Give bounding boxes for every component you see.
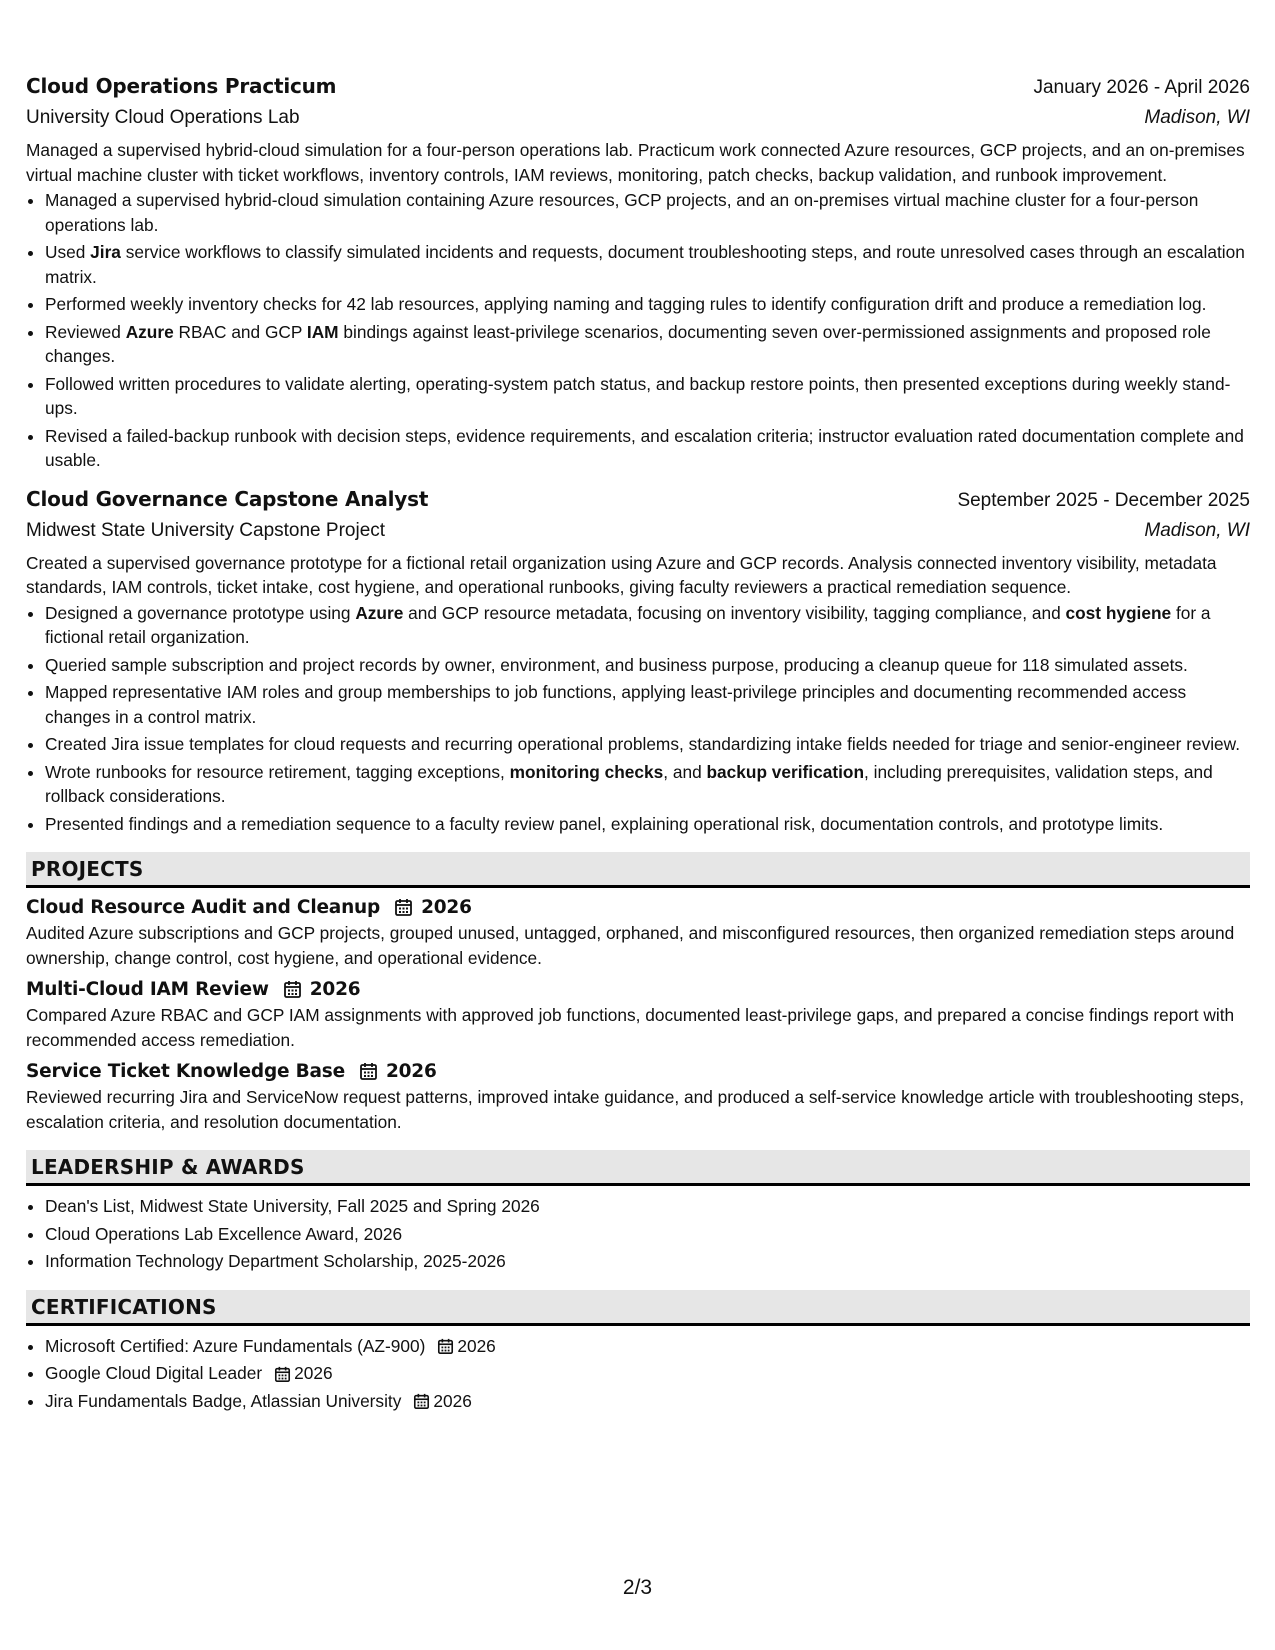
job-title: Cloud Operations Practicum [26, 74, 337, 98]
bullet-item: • Managed a supervised hybrid-cloud simulation containing Azure resources, GCP projects, and an on-premises virtual machine cluster for a four-person operations lab. [45, 188, 1250, 237]
bullet-item: • Designed a governance prototype using Azure and GCP resource metadata, focusing on inventory visibility, tagging compliance, and cost hygiene for a fictional retail organization. [45, 601, 1250, 650]
bullet-item: • Queried sample subscription and project records by owner, environment, and business purpose, producing a cleanup queue for 118 simulated assets. [45, 653, 1250, 678]
project-year: 2026 [421, 897, 472, 918]
job-dates: January 2026 - April 2026 [1033, 77, 1250, 98]
job-bullets [26, 188, 1250, 473]
bullet-item: • Presented findings and a remediation sequence to a faculty review panel, explaining operational risk, documentation controls, and prototype limits. [45, 812, 1250, 837]
job-subheader [26, 520, 1250, 542]
job-subheader [26, 107, 1250, 129]
bullet-item: • Followed written procedures to validate alerting, operating-system patch status, and backup restore points, then presented exceptions during weekly stand-ups. [45, 372, 1250, 421]
project-entry [26, 897, 1250, 970]
calendar-icon [359, 1062, 378, 1081]
project-name: Multi-Cloud IAM Review [26, 979, 269, 1000]
calendar-icon [437, 1337, 454, 1354]
page-number: 2/3 [622, 1576, 653, 1599]
job-dates: September 2025 - December 2025 [957, 489, 1250, 511]
bullet-item: • Mapped representative IAM roles and group memberships to job functions, applying least-privilege principles and documenting recommended access changes in a control matrix. [45, 680, 1250, 729]
project-year: 2026 [385, 1061, 437, 1082]
bullet-item: • Revised a failed-backup runbook with decision steps, evidence requirements, and escalation criteria; instructor evaluation rated documentation complete and usable. [45, 424, 1250, 473]
job-summary: Managed a supervised hybrid-cloud simulation for a four-person operations lab. Practicum work connected Azure resources, GCP projects, and an on-premises virtual machine cluster with ticket workflows, inventory controls, IAM reviews, monitoring, patch checks, backup validation, and runbook improvement. [26, 140, 1245, 185]
calendar-icon [274, 1365, 291, 1382]
leadership-list [26, 1194, 1250, 1274]
job-organization: Midwest State University Capstone Project [26, 519, 386, 541]
job-header [26, 487, 1250, 512]
bullet-item: • Used Jira service workflows to classify simulated incidents and requests, document troubleshooting steps, and route unresolved cases through an escalation matrix. [45, 240, 1250, 289]
bullet-item: • Wrote runbooks for resource retirement, tagging exceptions, monitoring checks, and backup verification, including prerequisites, validation steps, and rollback considerations. [45, 760, 1250, 809]
list-item: • Information Technology Department Scholarship, 2025-2026 [45, 1249, 1250, 1274]
certification-name: • Microsoft Certified: Azure Fundamentals (AZ-900) [45, 1335, 426, 1356]
certification-year: 2026 [294, 1363, 333, 1383]
project-description: Audited Azure subscriptions and GCP projects, grouped unused, untagged, orphaned, and misconfigured resources, then organized remediation steps around ownership, change control, cost hygiene, and operational evidence. [26, 923, 1235, 968]
certification-year: 2026 [457, 1335, 496, 1356]
list-item: • Dean's List, Midwest State University, Fall 2025 and Spring 2026 [45, 1194, 1250, 1219]
project-header [26, 1061, 1250, 1082]
experience-entry [26, 487, 1250, 837]
list-item [45, 1334, 1250, 1359]
list-item [45, 1389, 1250, 1414]
project-description: Compared Azure RBAC and GCP IAM assignments with approved job functions, documented least-privilege gaps, and prepared a concise findings report with recommended access remediation. [26, 1005, 1235, 1050]
section-heading-leadership: LEADERSHIP & AWARDS [26, 1150, 1250, 1186]
project-name: Cloud Resource Audit and Cleanup [26, 897, 381, 918]
job-location: Madison, WI [1144, 519, 1250, 541]
certification-year: 2026 [433, 1390, 472, 1411]
project-entry [26, 1061, 1250, 1134]
list-item: • Cloud Operations Lab Excellence Award, 2026 [45, 1222, 1250, 1247]
job-title: Cloud Governance Capstone Analyst [26, 486, 429, 511]
section-heading-projects: PROJECTS [26, 852, 1250, 888]
job-header [26, 74, 1250, 99]
job-organization: University Cloud Operations Lab [26, 107, 300, 128]
resume-page [26, 74, 1250, 1416]
certifications-list [26, 1334, 1250, 1414]
calendar-icon [283, 980, 302, 999]
project-year: 2026 [309, 979, 361, 1000]
project-header [26, 979, 1250, 1000]
job-bullets [26, 601, 1250, 837]
bullet-item: • Created Jira issue templates for cloud requests and recurring operational problems, standardizing intake fields needed for triage and senior-engineer review. [45, 732, 1250, 757]
bullet-item: • Reviewed Azure RBAC and GCP IAM bindings against least-privilege scenarios, documenting seven over-permissioned assignments and proposed role changes. [45, 320, 1250, 369]
project-name: Service Ticket Knowledge Base [26, 1061, 345, 1082]
project-description: Reviewed recurring Jira and ServiceNow request patterns, improved intake guidance, and produced a self-service knowledge article with troubleshooting steps, escalation criteria, and resolution documentation. [26, 1087, 1245, 1132]
project-entry [26, 979, 1250, 1052]
list-item [45, 1361, 1250, 1386]
job-location: Madison, WI [1144, 107, 1250, 128]
calendar-icon [394, 898, 413, 917]
bullet-item: • Performed weekly inventory checks for 42 lab resources, applying naming and tagging rules to identify configuration drift and produce a remediation log. [45, 292, 1250, 317]
section-heading-certifications: CERTIFICATIONS [26, 1290, 1250, 1326]
experience-entry [26, 74, 1250, 473]
calendar-icon [413, 1392, 430, 1409]
job-summary: Created a supervised governance prototype for a fictional retail organization using Azure and GCP records. Analysis connected inventory visibility, metadata standards, IAM controls, ticket intake, cost hygiene, and operational runbooks, giving faculty reviewers a practical remediation sequence. [26, 552, 1217, 597]
project-header [26, 897, 1250, 918]
certification-name: • Jira Fundamentals Badge, Atlassian University [45, 1390, 402, 1411]
certification-name: • Google Cloud Digital Leader [45, 1363, 263, 1383]
